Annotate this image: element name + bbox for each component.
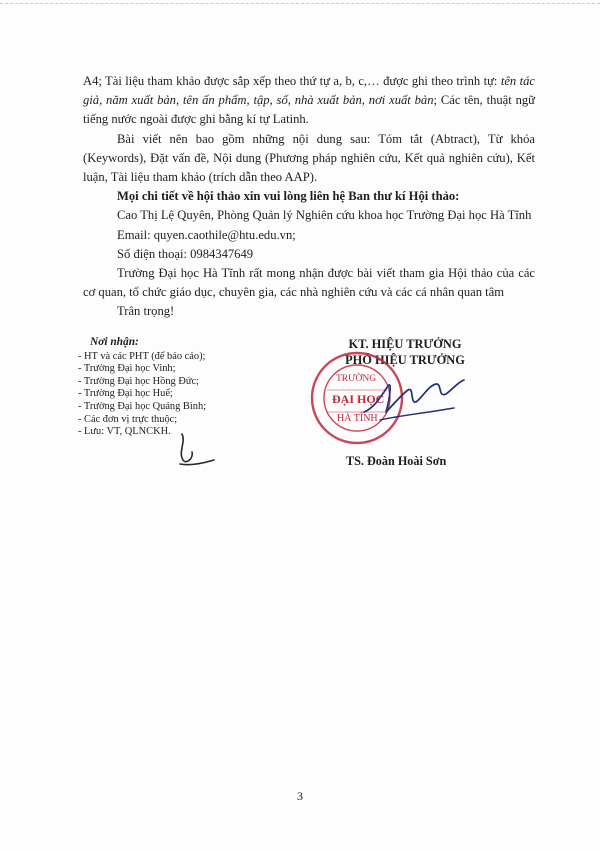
seal-text-bottom: HÀ TĨNH <box>337 413 378 424</box>
initials-mark <box>168 430 218 470</box>
recipient-item: - Trường Đại học Quảng Bình; <box>78 400 207 412</box>
paragraph-references-format: A4; Tài liệu tham khảo được sắp xếp theo thứ tự a, b, c,… được ghi theo trình tự: tên tác giả, năm xuất bản, tên ấn phẩm, tập, số, nhà xuất bản, nơi xuất bản; Các tên, thuật ngữ tiếng nước ngoài được ghi bằng kí tự Latinh. <box>83 74 535 127</box>
recipients-block <box>78 336 298 439</box>
paragraph-closing: Trân trọng! <box>117 304 175 319</box>
reference-order-italic: tên tác giả, năm xuất bản, tên ấn phẩm, tập, số, nhà xuất bản, nơi xuất bản <box>83 74 535 108</box>
paragraph-content-structure: Bài viết nên bao gồm những nội dung sau: Tóm tắt (Abtract), Từ khóa (Keywords), Đặt vấn đề, Nội dung (Phương pháp nghiên cứu, Kết quả nghiên cứu), Kết luận, Tài liệu tham khảo (trích dẫn theo AAP). <box>83 131 535 185</box>
paragraph-phone: Số điện thoại: 0984347649 <box>117 246 254 261</box>
recipient-item: - HT và các PHT (để báo cáo); <box>78 350 206 362</box>
recipient-item: - Trường Đại học Vinh; <box>78 363 176 375</box>
seal-text-middle: ĐẠI HỌC <box>332 392 385 406</box>
paragraph-contact-heading: Mọi chi tiết về hội thảo xin vui lòng liên hệ Ban thư kí Hội thảo: <box>117 189 460 204</box>
recipients-title: Nơi nhận: <box>90 336 139 348</box>
paragraph-invitation: Trường Đại học Hà Tĩnh rất mong nhận được bài viết tham gia Hội thảo của các cơ quan, tổ chức giáo dục, chuyên gia, các nhà nghiên cứu và các cá nhân quan tâm <box>83 266 535 300</box>
recipient-item: - Trường Đại học Hồng Đức; <box>78 375 199 387</box>
paragraph-email: Email: quyen.caothile@htu.edu.vn; <box>117 227 296 242</box>
letter-body <box>83 72 535 322</box>
recipients-list <box>78 351 298 439</box>
recipient-item: - Các đơn vị trực thuộc; <box>78 413 178 425</box>
page-top-edge <box>0 0 600 4</box>
seal-text-top: TRƯỜNG <box>336 374 377 384</box>
signer-name: TS. Đoàn Hoài Sơn <box>346 454 447 468</box>
recipient-item: - Lưu: VT, QLNCKH. <box>78 426 171 438</box>
paragraph-contact-person: Cao Thị Lệ Quyên, Phòng Quản lý Nghiên cứu khoa học Trường Đại học Hà Tĩnh <box>117 208 532 223</box>
signature-subtitle: PHÓ HIỆU TRƯỞNG <box>345 353 465 367</box>
handwritten-signature <box>358 368 468 440</box>
recipient-item: - Trường Đại học Huế; <box>78 388 173 400</box>
signature-title: KT. HIỆU TRƯỞNG <box>348 337 462 351</box>
page-number: 3 <box>297 789 303 803</box>
